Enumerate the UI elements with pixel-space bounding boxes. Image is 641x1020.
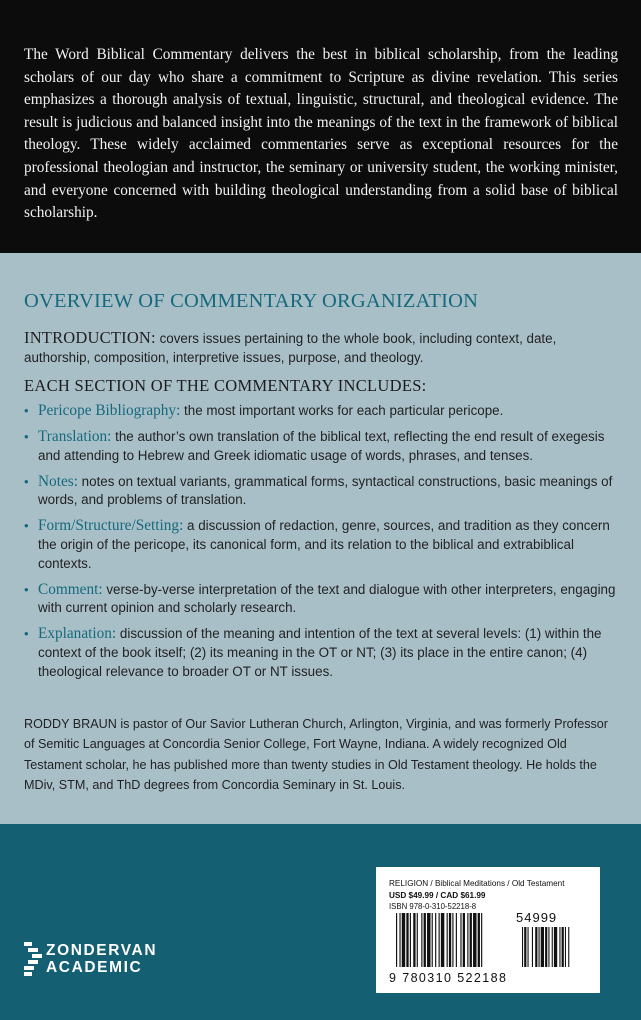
list-item — [24, 473, 618, 510]
item-text: the most important works for each particular pericope. — [180, 403, 504, 418]
price-label: USD $49.99 / CAD $61.99 — [389, 891, 486, 900]
item-text: the author’s own translation of the biblical text, reflecting the end result of exegesis and attending to Hebrew and Greek idiomatic usage of words, phrases, and tenses. — [38, 429, 605, 463]
bullet-icon: • — [24, 403, 29, 418]
item-text: verse-by-verse interpretation of the text and dialogue with other interpreters, engaging with current opinion and scholarly research. — [38, 581, 616, 616]
list-item — [24, 625, 618, 681]
item-term: Form/Structure/Setting: — [38, 517, 184, 535]
bullet-icon: • — [24, 581, 29, 597]
top-description-panel — [0, 0, 641, 253]
bullet-icon: • — [24, 429, 29, 445]
zondervan-logo-icon — [24, 942, 42, 976]
isbn-label: ISBN 978-0-310-52218-8 — [389, 902, 477, 911]
barcode-panel — [376, 867, 600, 993]
isbn-barcode-image — [396, 913, 586, 969]
barcode-digits: 9 780310 522188 — [389, 971, 508, 985]
overview-heading: OVERVIEW OF COMMENTARY ORGANIZATION — [24, 290, 479, 312]
list-item — [24, 581, 618, 618]
item-text: a discussion of redaction, genre, sources, and tradition as they concern the origin of the pericope, its canonical form, and its relation to the biblical and extrabiblical contexts. — [38, 518, 610, 571]
author-bio: RODDY BRAUN is pastor of Our Savior Lutheran Church, Arlington, Virginia, and was formerly Professor of Semitic Languages at Concordia Senior College, Fort Wayne, Indiana. A widely recognized Old Testament scholar, he has published more than twenty studies in Old Testament theology. He holds the MDiv, STM, and ThD degrees from Concordia Seminary in St. Louis. — [24, 717, 608, 793]
introduction-text: covers issues pertaining to the whole book, including context, date, authorship, composition, interpretive issues, purpose, and theology. — [24, 331, 557, 365]
list-item — [24, 517, 618, 573]
bullet-icon: • — [24, 626, 29, 642]
bullet-icon: • — [24, 518, 29, 534]
price-addon-number: 54999 — [516, 910, 558, 925]
bullet-icon: • — [24, 473, 29, 489]
item-term: Translation: — [38, 428, 112, 446]
item-text: notes on textual variants, grammatical forms, syntactical constructions, basic meanings of words, and problems of translation. — [38, 473, 613, 508]
item-term: Notes: — [38, 472, 78, 490]
item-text: discussion of the meaning and intention of the text at several levels: (1) within the context of the book itself; (2) its meaning in the OT or NT; (3) its place in the entire canon; (4) theological relevance to broader OT or NT issues. — [38, 626, 602, 679]
list-item — [24, 402, 618, 421]
publisher-name-line2: ACADEMIC — [46, 959, 143, 976]
introduction-label: INTRODUCTION: — [24, 328, 156, 347]
bisac-category: RELIGION / Biblical Meditations / Old Testament — [389, 879, 565, 888]
item-term: Comment: — [38, 580, 103, 598]
each-section-heading: EACH SECTION OF THE COMMENTARY INCLUDES: — [24, 376, 427, 395]
introduction-paragraph — [24, 328, 618, 367]
item-term: Explanation: — [38, 625, 117, 643]
series-description: The Word Biblical Commentary delivers the best in biblical scholarship, from the leading scholars of our day who share a commitment to Scripture as divine revelation. This series emphasizes a thorough analysis of textual, linguistic, structural, and theological evidence. The result is judicious and balanced insight into the meanings of the text in the framework of biblical theology. These widely acclaimed commentaries serve as exceptional resources for the professional theologian and instructor, the seminary or university student, the working minister, and everyone concerned with building theological understanding from a solid base of biblical scholarship. — [24, 46, 618, 222]
section-items-list — [24, 402, 618, 689]
item-term: Pericope Bibliography: — [38, 402, 181, 419]
list-item — [24, 428, 618, 465]
publisher-name-line1: ZONDERVAN — [46, 942, 158, 959]
publisher-logo — [24, 942, 174, 976]
